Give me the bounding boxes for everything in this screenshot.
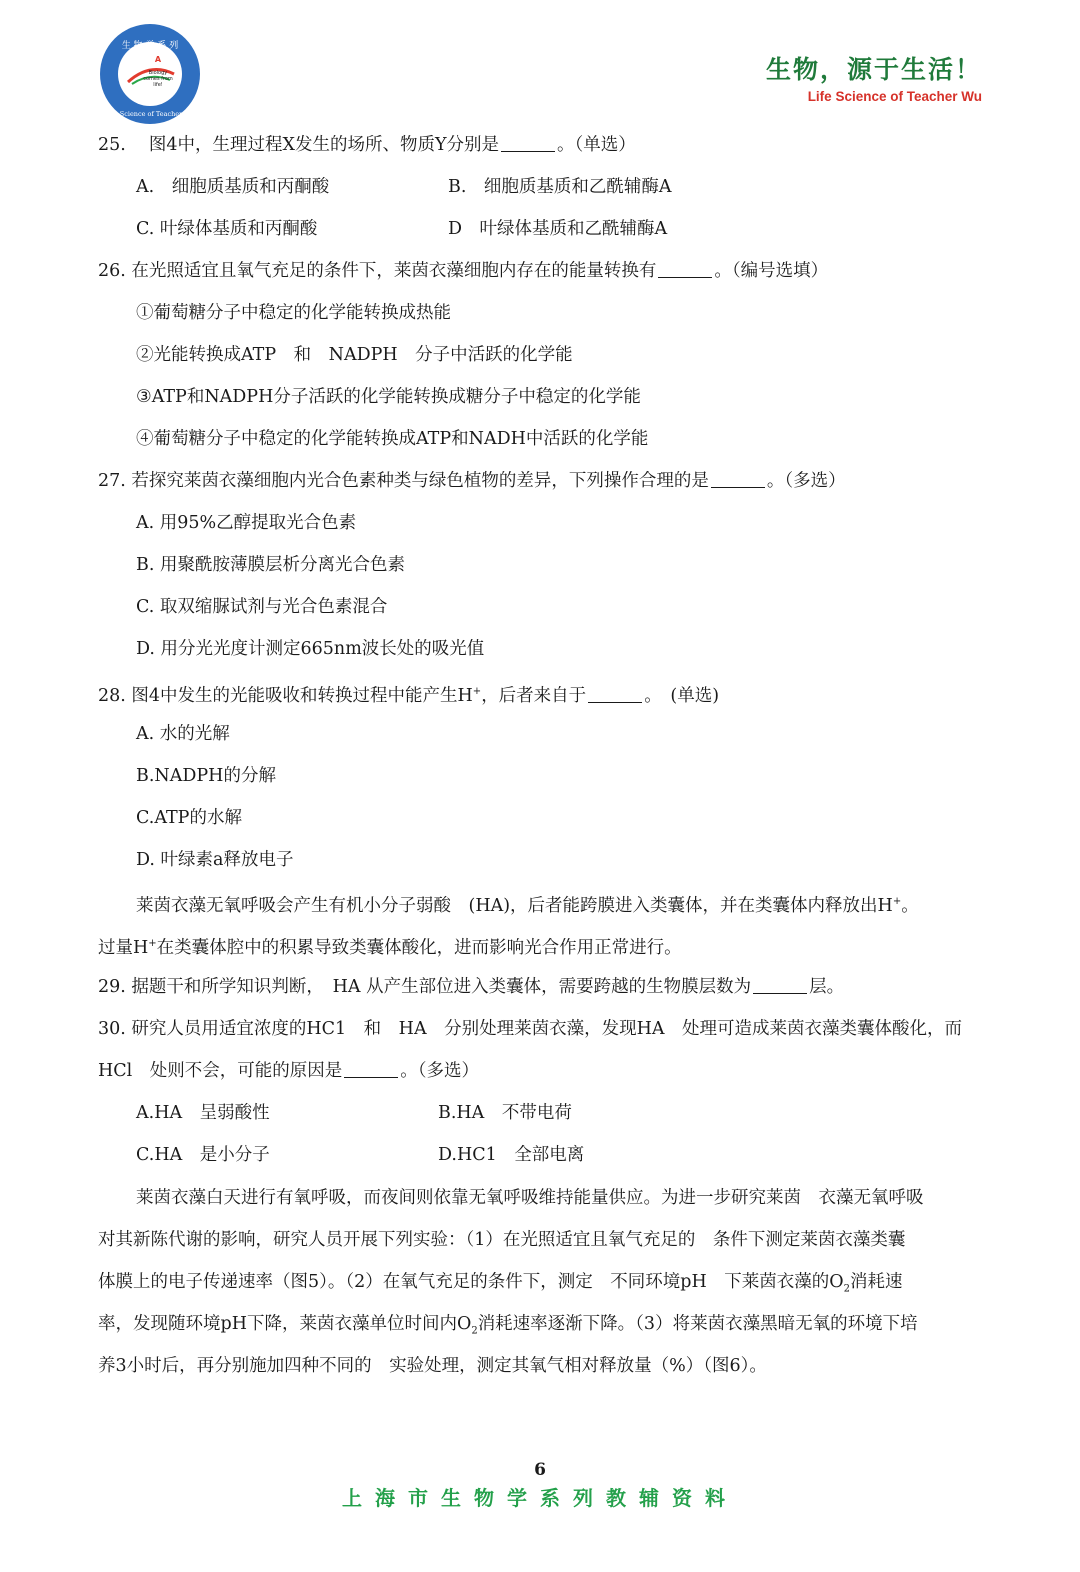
answer-blank[interactable] [753,975,807,994]
q26-item-4: ④葡萄糖分子中稳定的化学能转换成ATP和NADH中活跃的化学能 [136,429,649,449]
q28-option-a: A. 水的光解 [136,724,230,744]
logo-center-line-1: Biology [148,70,168,76]
q28-option-d: D. 叶绿素a释放电子 [136,850,294,870]
q25-option-b: B. 细胞质基质和乙酰辅酶A [448,177,672,197]
paragraph-2-line-4: 率，发现随环境pH下降，莱茵衣藻单位时间内$O_2$消耗速率逐渐下降。（3）将莱茵衣藻黑暗无氧的环境下培 [98,1314,918,1337]
q27-option-a: A. 用95%乙醇提取光合色素 [136,513,357,533]
paragraph-1-line-2: 过量H+在类囊体腔中的积累导致类囊体酸化，进而影响光合作用正常进行。 [98,937,682,958]
q30-option-d: D.HC1 全部电离 [438,1145,585,1165]
answer-blank[interactable] [658,259,712,278]
q30-stem-line-1: 30. 研究人员用适宜浓度的HC1 和 HA 分别处理莱茵衣藻，发现HA 处理可造成莱茵衣藻类囊体酸化，而 [98,1019,962,1039]
q25-option-a: A. 细胞质基质和丙酮酸 [136,177,330,197]
q27-option-b: B. 用聚酰胺薄膜层析分离光合色素 [136,555,405,575]
q27-option-c: C. 取双缩脲试剂与光合色素混合 [136,597,388,617]
q27-stem: 27. 若探究莱茵衣藻细胞内光合色素种类与绿色植物的差异，下列操作合理的是 。（多选） [98,471,846,491]
paragraph-2-line-2: 对其新陈代谢的影响，研究人员开展下列实验：（1）在光照适宜且氧气充足的 条件下测定莱茵衣藻类囊 [98,1230,906,1250]
q26-item-1: ①葡萄糖分子中稳定的化学能转换成热能 [136,303,451,323]
paragraph-2-line-5: 养3小时后，再分别施加四种不同的 实验处理，测定其氧气相对释放量（%）（图6）。 [98,1356,767,1376]
logo-bottom-text: Life Science of Teacher Wu [105,110,195,118]
paragraph-2-line-3: 体膜上的电子传递速率（图5）。（2）在氧气充足的条件下，测定 不同环境pH 下莱茵衣藻的$O_2$消耗速 [98,1272,903,1295]
footer-title: 上海市生物学系列教辅资料 [342,1486,738,1510]
series-logo [98,22,202,126]
q30-option-c: C.HA 是小分子 [136,1145,270,1165]
q30-stem-line-2: HCl 处则不会，可能的原因是 。（多选） [98,1061,479,1081]
q25-stem: 25. 图4中，生理过程X发生的场所、物质Y分别是 。（单选） [98,135,636,155]
q27-option-d: D. 用分光光度计测定665nm波长处的吸光值 [136,639,485,659]
logo-center-line-3: life! [153,82,163,88]
answer-blank[interactable] [344,1059,398,1078]
logo-ring-text: 生 物 学 系 列 [121,41,179,51]
q28-option-b: B.NADPH的分解 [136,766,276,786]
paragraph-2-line-1: 莱茵衣藻白天进行有氧呼吸，而夜间则依靠无氧呼吸维持能量供应。为进一步研究莱茵 衣藻无氧呼吸 [136,1188,924,1208]
q26-item-3: ③ATP和NADPH分子活跃的化学能转换成糖分子中稳定的化学能 [136,387,641,407]
q30-option-a: A.HA 呈弱酸性 [136,1103,270,1123]
q30-option-b: B.HA 不带电荷 [438,1103,572,1123]
answer-blank[interactable] [711,469,765,488]
q25-option-c: C. 叶绿体基质和丙酮酸 [136,219,318,239]
q26-item-2: ②光能转换成ATP 和 NADPH 分子中活跃的化学能 [136,345,573,365]
answer-blank[interactable] [501,133,555,152]
page-number: 6 [534,1460,546,1480]
q28-option-c: C.ATP的水解 [136,808,242,828]
answer-blank[interactable] [588,684,642,703]
q28-stem: 28. 图4中发生的光能吸收和转换过程中能产生H+，后者来自于 。 (单选) [98,685,720,706]
slogan-english: Life Science of Teacher Wu [807,89,982,104]
slogan-chinese: 生物，源于生活！ [765,55,982,84]
q29-stem: 29. 据题干和所学知识判断， HA 从产生部位进入类囊体，需要跨越的生物膜层数为 层。 [98,977,845,997]
logo-letter: A [154,55,162,64]
paragraph-1-line-1: 莱茵衣藻无氧呼吸会产生有机小分子弱酸 (HA)，后者能跨膜进入类囊体，并在类囊体内释放出H+。 [136,895,919,916]
logo-center-line-2: comes from [143,76,173,82]
q26-stem: 26. 在光照适宜且氧气充足的条件下，莱茵衣藻细胞内存在的能量转换有 。（编号选填） [98,261,829,281]
q25-option-d: D 叶绿体基质和乙酰辅酶A [448,219,668,239]
header-slogan [766,50,982,104]
